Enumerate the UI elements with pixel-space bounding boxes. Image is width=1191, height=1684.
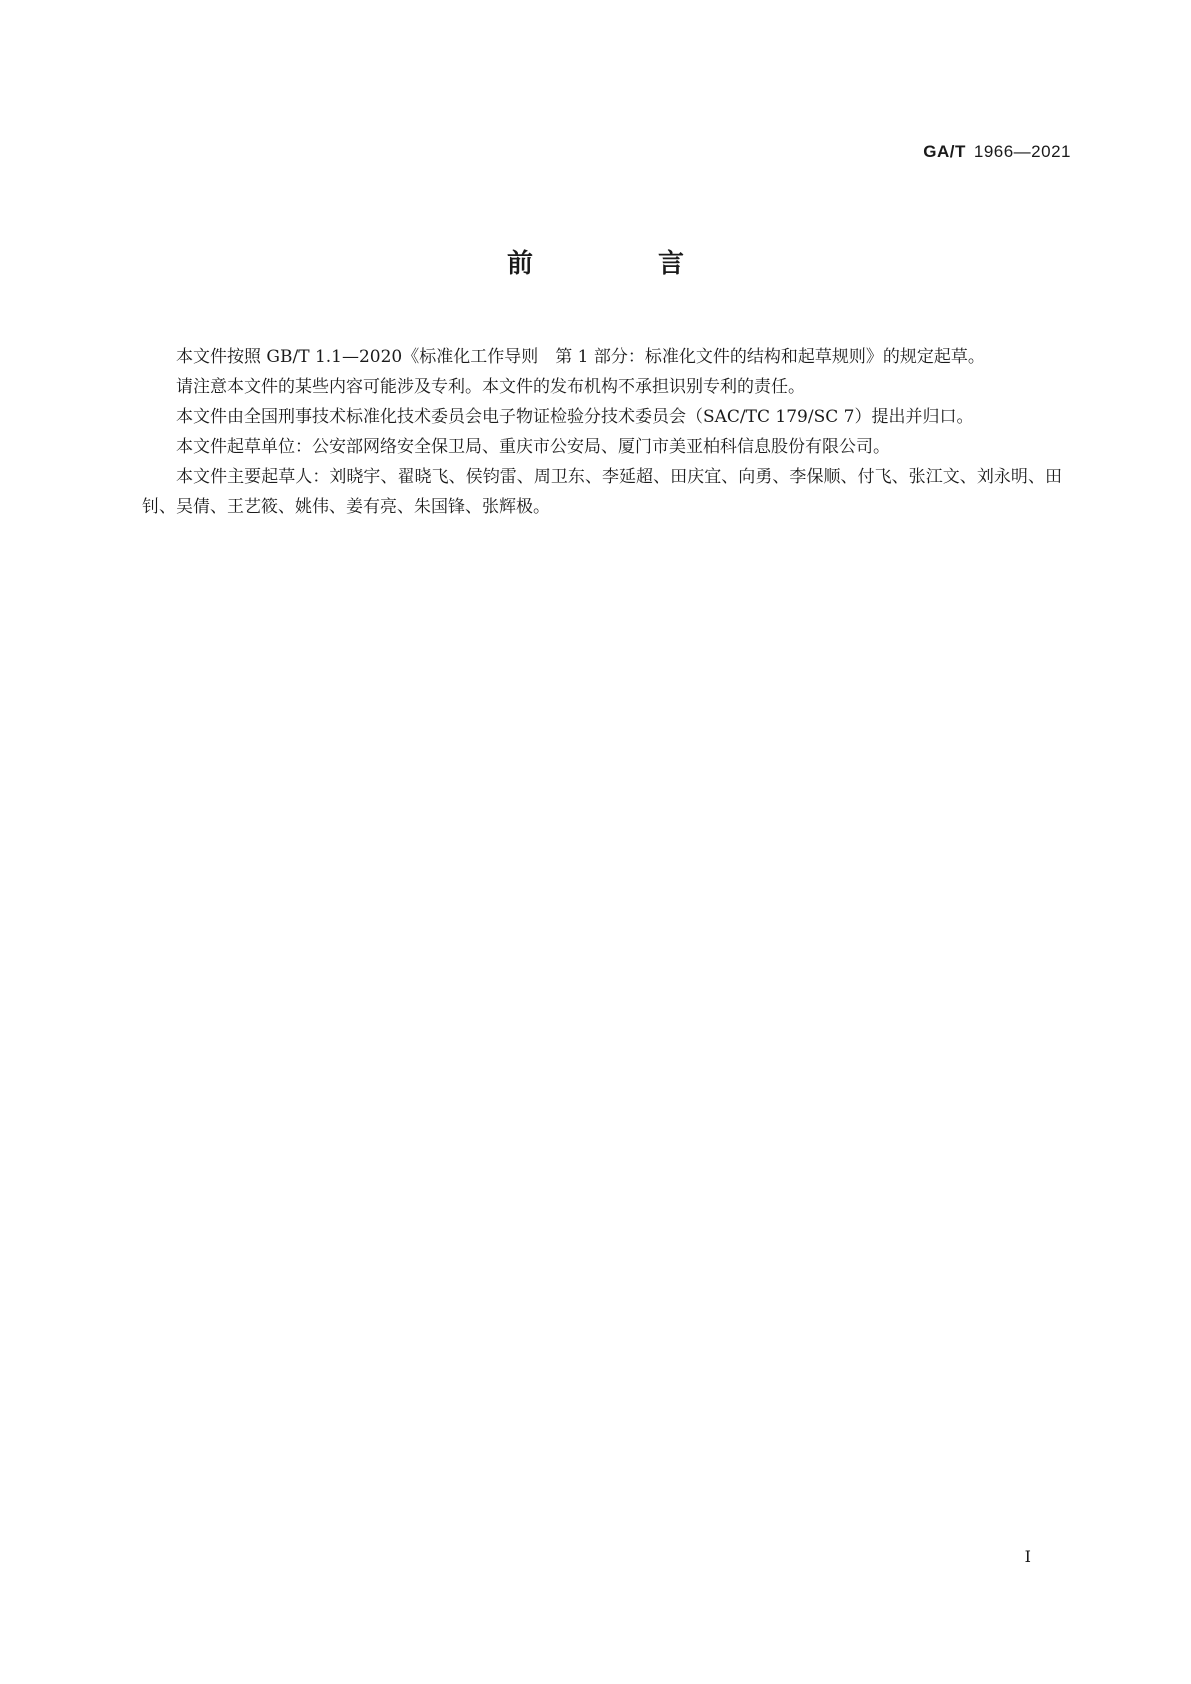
- page-title: 前 言: [506, 249, 743, 279]
- standard-code: [923, 142, 1071, 162]
- standard-number: 1966—2021: [973, 142, 1071, 161]
- paragraph-drafting-rules: 本文件按照 GB/T 1.1—2020《标准化工作导则 第 1 部分：标准化文件的结构和起草规则》的规定起草。: [176, 347, 985, 367]
- paragraph-drafting-units: 本文件起草单位：公安部网络安全保卫局、重庆市公安局、厦门市美亚柏科信息股份有限公司。: [176, 437, 890, 457]
- paragraph-drafters: 本文件主要起草人：刘晓宇、翟晓飞、侯钧雷、周卫东、李延超、田庆宜、向勇、李保顺、付飞、张江文、刘永明、田钊、吴倩、王艺筱、姚伟、姜有亮、朱国锋、张辉极。: [142, 467, 1062, 517]
- standard-prefix: GA/T: [923, 142, 966, 161]
- paragraph-patent-notice: 请注意本文件的某些内容可能涉及专利。本文件的发布机构不承担识别专利的责任。: [176, 377, 805, 397]
- foreword-body: [142, 342, 1062, 522]
- page-number: I: [1024, 1547, 1031, 1566]
- paragraph-proposer: 本文件由全国刑事技术标准化技术委员会电子物证检验分技术委员会（SAC/TC 179/SC 7）提出并归口。: [176, 407, 974, 427]
